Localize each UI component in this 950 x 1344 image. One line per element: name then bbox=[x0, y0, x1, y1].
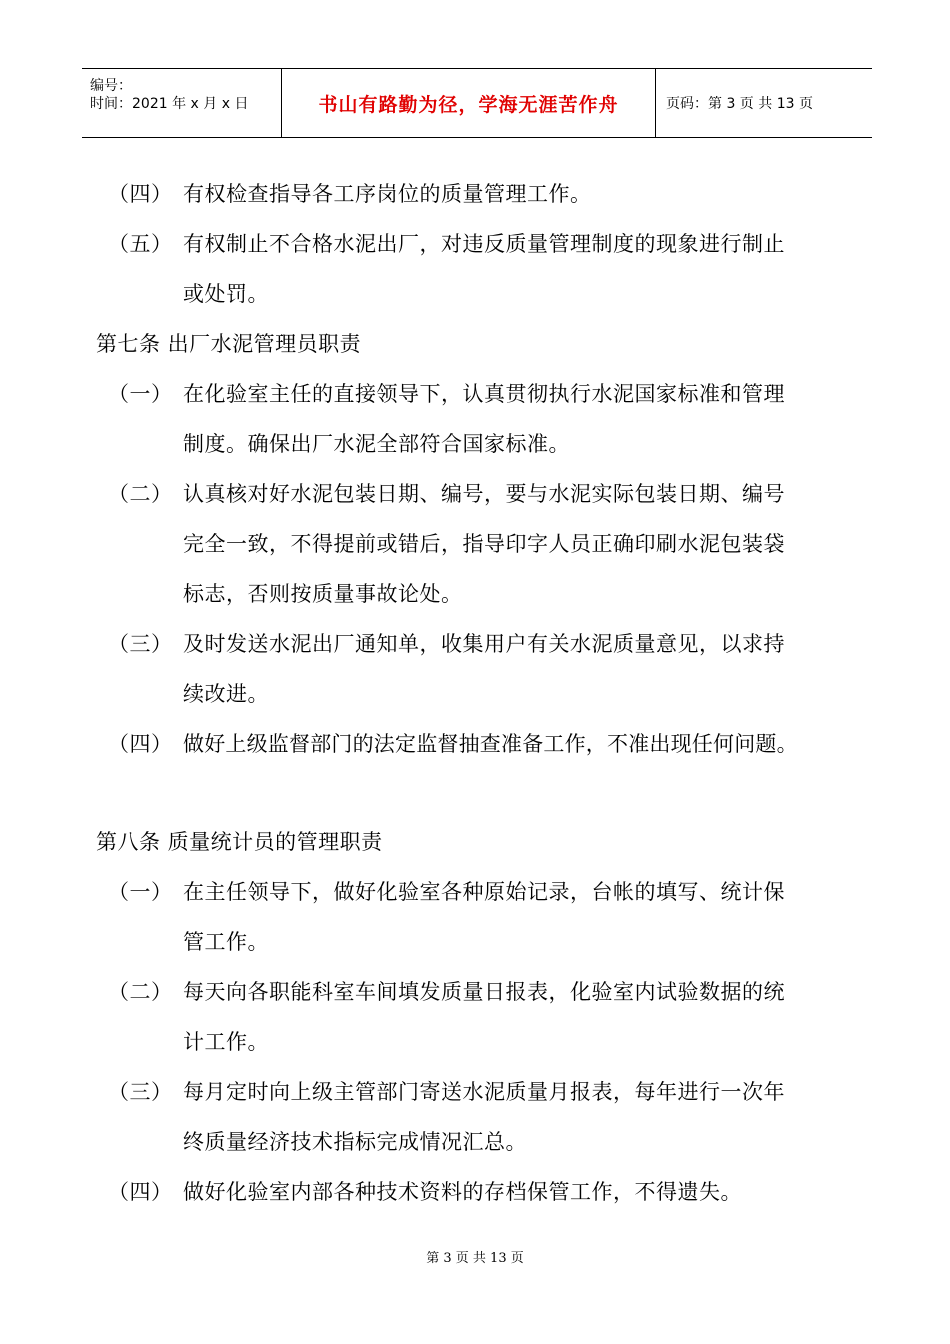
item-text: 有权检查指导各工序岗位的质量管理工作。 bbox=[183, 182, 592, 206]
item-text: 制度。确保出厂水泥全部符合国家标准。 bbox=[183, 432, 570, 456]
item-text: 在化验室主任的直接领导下，认真贯彻执行水泥国家标准和管理 bbox=[183, 382, 785, 406]
article-title: 第八条 质量统计员的管理职责 bbox=[96, 830, 383, 854]
item-text: 完全一致，不得提前或错后，指导印字人员正确印刷水泥包装袋 bbox=[183, 532, 785, 556]
motto: 书山有路勤为径，学海无涯苦作舟 bbox=[318, 93, 619, 116]
header-motto-cell bbox=[282, 69, 656, 137]
item-text: 做好化验室内部各种技术资料的存档保管工作，不得遗失。 bbox=[183, 1180, 742, 1204]
item-text: 续改进。 bbox=[183, 682, 269, 706]
item-label: （三） bbox=[108, 1080, 173, 1104]
page-header bbox=[82, 68, 872, 138]
item-text: 做好上级监督部门的法定监督抽查准备工作，不准出现任何问题。 bbox=[183, 732, 798, 756]
item-text: 及时发送水泥出厂通知单，收集用户有关水泥质量意见，以求持 bbox=[183, 632, 785, 656]
item-label: （三） bbox=[108, 632, 173, 656]
item-text: 或处罚。 bbox=[183, 282, 269, 306]
page-info: 页码：第 3 页 共 13 页 bbox=[666, 96, 813, 112]
item-label: （五） bbox=[108, 232, 173, 256]
article-title: 第七条 出厂水泥管理员职责 bbox=[96, 332, 362, 356]
item-text: 标志，否则按质量事故论处。 bbox=[183, 582, 463, 606]
item-text: 在主任领导下，做好化验室各种原始记录，台帐的填写、统计保 bbox=[183, 880, 785, 904]
page-footer: 第 3 页 共 13 页 bbox=[426, 1251, 524, 1266]
item-text: 终质量经济技术指标完成情况汇总。 bbox=[183, 1130, 527, 1154]
item-label: （四） bbox=[108, 1180, 173, 1204]
item-label: （四） bbox=[108, 182, 173, 206]
item-label: （二） bbox=[108, 980, 173, 1004]
item-text: 每天向各职能科室车间填发质量日报表，化验室内试验数据的统 bbox=[183, 980, 785, 1004]
item-text: 认真核对好水泥包装日期、编号，要与水泥实际包装日期、编号 bbox=[183, 482, 785, 506]
item-text: 管工作。 bbox=[183, 930, 269, 954]
item-label: （四） bbox=[108, 732, 173, 756]
time-label: 时间：2021 年 x 月 x 日 bbox=[90, 96, 249, 112]
item-text: 计工作。 bbox=[183, 1030, 269, 1054]
header-meta-cell bbox=[82, 69, 282, 137]
item-text: 每月定时向上级主管部门寄送水泥质量月报表，每年进行一次年 bbox=[183, 1080, 785, 1104]
header-page-cell bbox=[656, 69, 872, 137]
item-label: （一） bbox=[108, 382, 173, 406]
item-label: （一） bbox=[108, 880, 173, 904]
item-text: 有权制止不合格水泥出厂，对违反质量管理制度的现象进行制止 bbox=[183, 232, 785, 256]
item-label: （二） bbox=[108, 482, 173, 506]
serial-label: 编号： bbox=[90, 78, 132, 94]
